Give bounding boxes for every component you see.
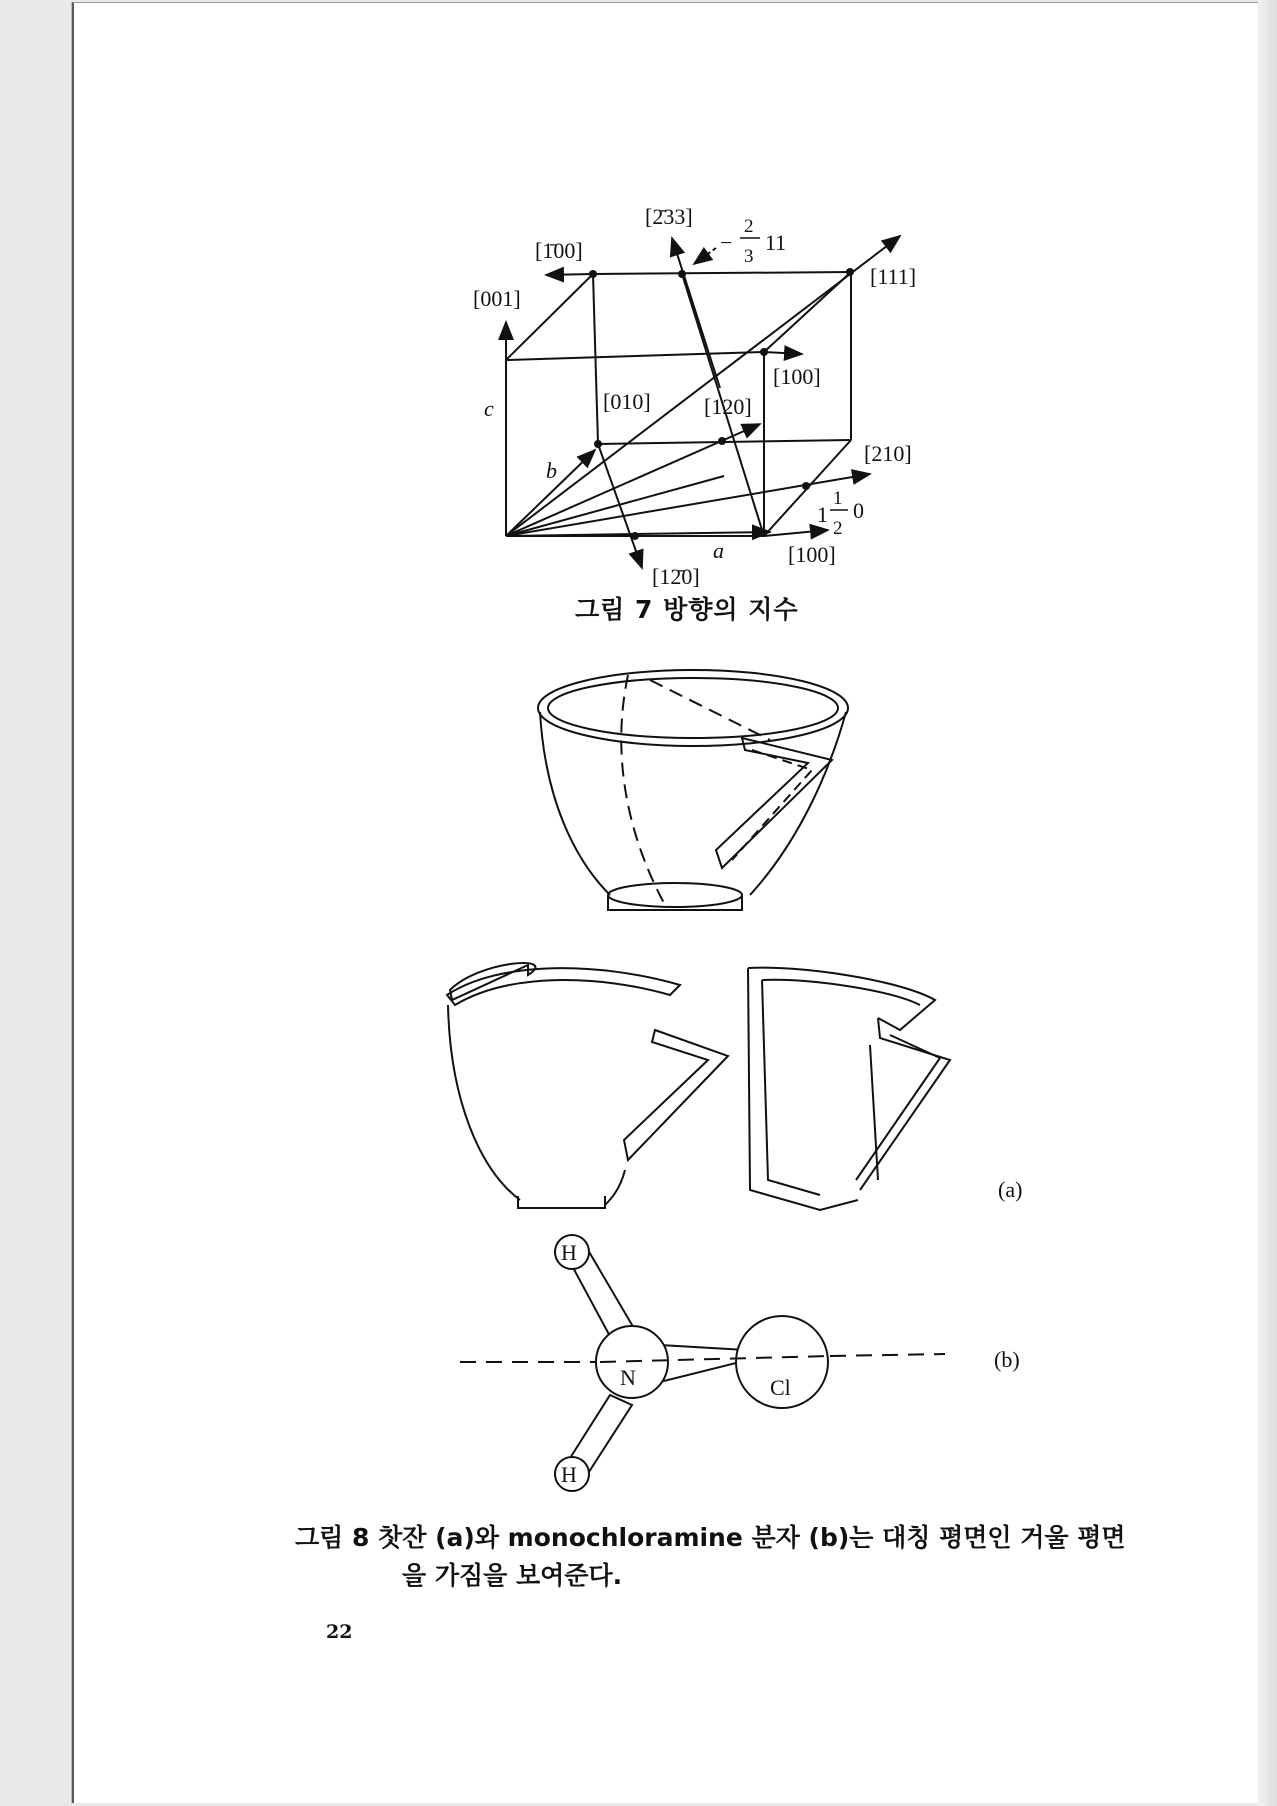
label-111: [111] (870, 264, 917, 289)
figure-8b-label: (b) (994, 1347, 1020, 1372)
label-half-num: 1 (833, 488, 843, 509)
atom-cl-label: Cl (770, 1375, 791, 1400)
label-120: [120] (704, 394, 752, 419)
label-m233: [2̄33] (645, 204, 693, 229)
mirror-plane-right (830, 1354, 945, 1356)
label-axis-b: b (546, 458, 557, 483)
label-fraction-sign: − (720, 230, 733, 255)
label-axis-a: a (713, 538, 724, 563)
figure-8-caption-line1: 그림 8 찻잔 (a)와 monochloramine 분자 (b)는 대칭 평면인 거울 평면 (295, 1523, 1126, 1552)
label-100-top: [100] (773, 364, 821, 389)
label-fraction-tail: 11 (765, 230, 787, 255)
label-half-int: 1 (817, 502, 828, 527)
label-100: [100] (788, 542, 836, 567)
label-010: [010] (603, 389, 651, 414)
label-210: [210] (864, 441, 912, 466)
figure-8a-label: (a) (998, 1177, 1023, 1202)
atom-n-label: N (620, 1365, 636, 1390)
figure-8-caption-line2: 을 가짐을 보여준다. (402, 1561, 623, 1590)
label-axis-c: c (484, 396, 494, 421)
label-fraction-num: 2 (744, 216, 754, 237)
atom-h-top-label: H (561, 1240, 577, 1265)
atom-h-bottom-label: H (561, 1462, 577, 1487)
label-fraction-den: 3 (744, 246, 754, 267)
label-half-tail: 0 (853, 498, 864, 523)
label-001: [001] (473, 286, 521, 311)
page-number: 22 (326, 1621, 353, 1643)
figure-7-caption: 그림 7 방향의 지수 (575, 595, 799, 624)
label-m100: [1̄00] (535, 238, 583, 263)
label-1m20: [12̄0] (652, 564, 700, 589)
label-half-den: 2 (833, 518, 843, 539)
